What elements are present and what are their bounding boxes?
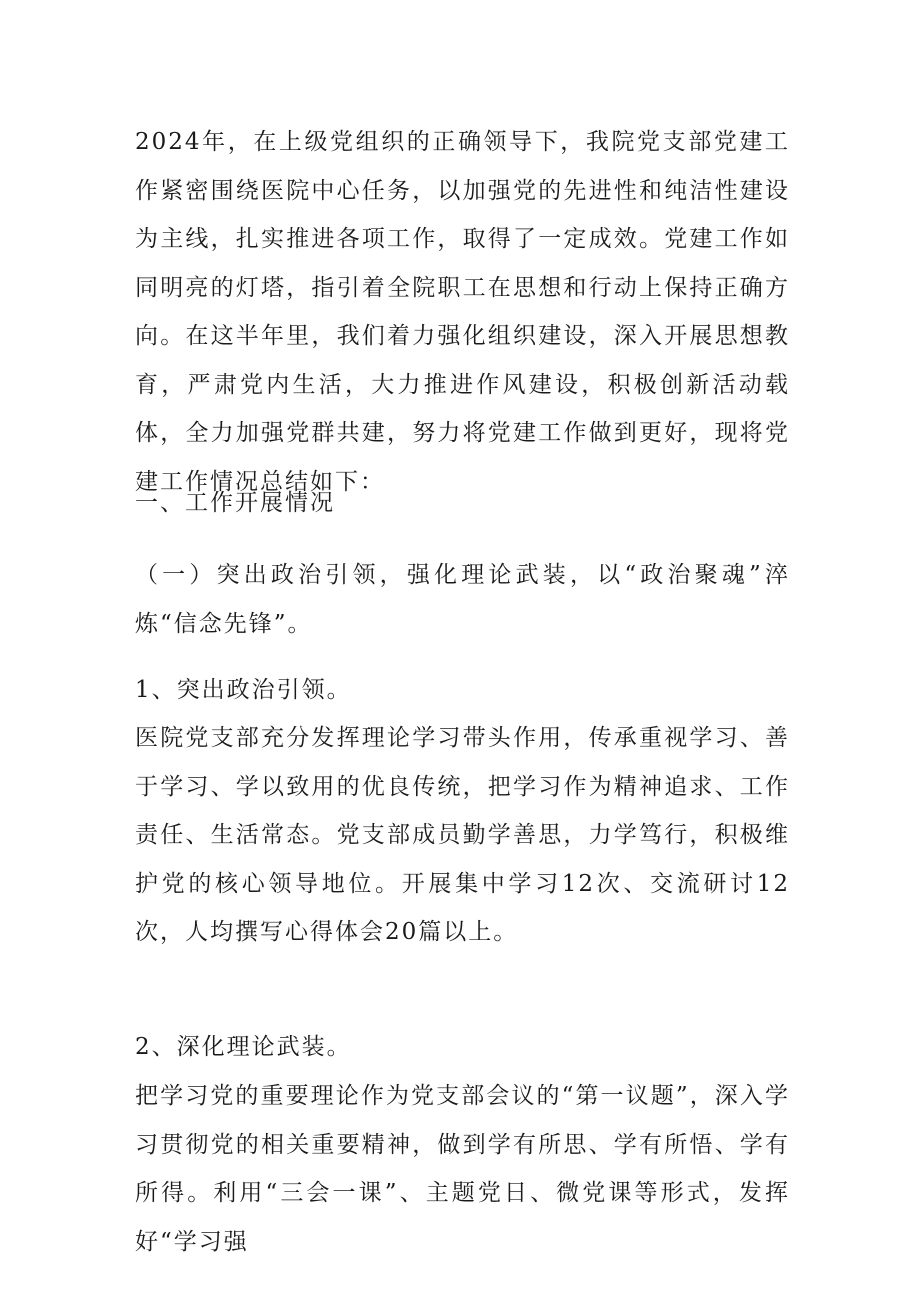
intro-paragraph: 2024年，在上级党组织的正确领导下，我院党支部党建工作紧密围绕医院中心任务，以加强党的先进性和纯洁性建设为主线，扎实推进各项工作，取得了一定成效。党建工作如同明亮的灯塔，指引着全院职工在思想和行动上保持正确方向。在这半年里，我们着力强化组织建设，深入开展思想教育，严肃党内生活，大力推进作风建设，积极创新活动载体，全力加强党群共建，努力将党建工作做到更好，现将党建工作情况总结如下： bbox=[135, 129, 790, 495]
section-heading: 一、工作开展情况 bbox=[135, 490, 335, 516]
item-2-heading: 2、深化理论武装。 bbox=[135, 1034, 352, 1060]
item-2-paragraph: 把学习党的重要理论作为党支部会议的“第一议题”，深入学习贯彻党的相关重要精神，做到学有所思、学有所悟、学有所得。利用“三会一课”、主题党日、微党课等形式，发挥好“学习强 bbox=[135, 1083, 790, 1255]
item-1-paragraph: 医院党支部充分发挥理论学习带头作用，传承重视学习、善于学习、学以致用的优良传统，把学习作为精神追求、工作责任、生活常态。党支部成员勤学善思，力学笃行，积极维护党的核心领导地位。开展集中学习12次、交流研讨12次，人均撰写心得体会20篇以上。 bbox=[135, 725, 790, 945]
item-1-heading: 1、突出政治引领。 bbox=[135, 677, 352, 703]
subsection-heading: （一）突出政治引领，强化理论武装，以“政治聚魂”淬炼“信念先锋”。 bbox=[135, 562, 790, 637]
